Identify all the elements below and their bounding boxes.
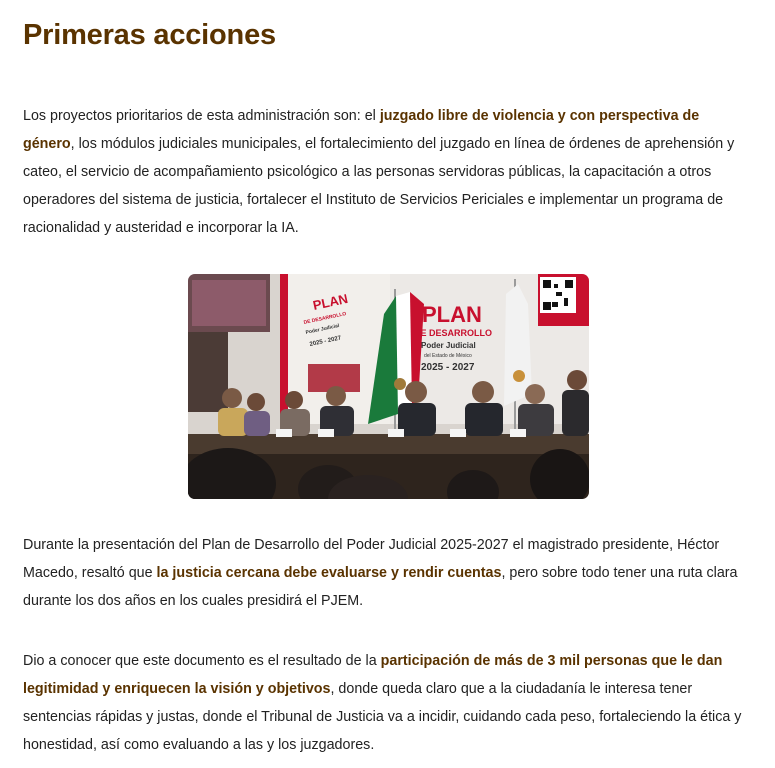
banner-line: Poder Judicial <box>420 341 476 350</box>
side-banner-subtitle: DE DESARROLLO <box>302 311 347 326</box>
side-banner-line: Poder Judicial <box>304 322 340 336</box>
section-heading: Primeras acciones <box>23 19 276 51</box>
highlight-text: la justicia cercana debe evaluarse y rendir cuentas <box>156 565 502 581</box>
paragraph-text: Los proyectos prioritarios de esta administración son: el <box>23 108 380 124</box>
event-photo-illustration <box>188 274 589 499</box>
paragraph-text: , pero sobre todo tener una ruta clara durante los dos años en los cuales presidirá el PJEM. <box>23 565 738 609</box>
side-banner-title: PLAN <box>311 290 349 313</box>
highlight-text: participación de más de 3 mil personas que le dan legitimidad y enriquecen la visión y objetivos <box>23 653 723 697</box>
side-banner-years: 2025 - 2027 <box>308 335 342 348</box>
paragraph-priorities <box>23 102 753 242</box>
paragraph-text: , donde queda claro que a la ciudadanía le interesa tener sentencias rápidas y justas, donde el Tribunal de Justicia va a incidir, cuidando cada peso, fortaleciendo la ética y honestidad, así como evaluando a las y los juzgadores. <box>23 681 742 753</box>
highlight-text: juzgado libre de violencia y con perspectiva de género <box>23 108 700 152</box>
paragraph-text: Durante la presentación del Plan de Desarrollo del Poder Judicial 2025-2027 el magistrado presidente, Héctor Macedo, resaltó que <box>23 537 720 581</box>
banner-line-small: del Estado de México <box>423 353 472 359</box>
paragraph-text: , los módulos judiciales municipales, el fortalecimiento del juzgado en línea de órdenes de aprehensión y cateo, el servicio de acompañamiento psicológico a las personas servidoras públicas, la capacitación a otros operadores del sistema de justicia, fortalecer el Instituto de Servicios Periciales e implementar un programa de racionalidad y austeridad e incorporar la IA. <box>23 136 735 236</box>
banner-title: PLAN <box>421 302 482 327</box>
paragraph-participation <box>23 647 753 759</box>
event-photo <box>188 274 589 499</box>
paragraph-presentation <box>23 531 753 615</box>
paragraph-text: Dio a conocer que este documento es el resultado de la <box>23 653 381 669</box>
banner-subtitle: DE DESARROLLO <box>413 328 492 338</box>
banner-years: 2025 - 2027 <box>420 362 474 373</box>
